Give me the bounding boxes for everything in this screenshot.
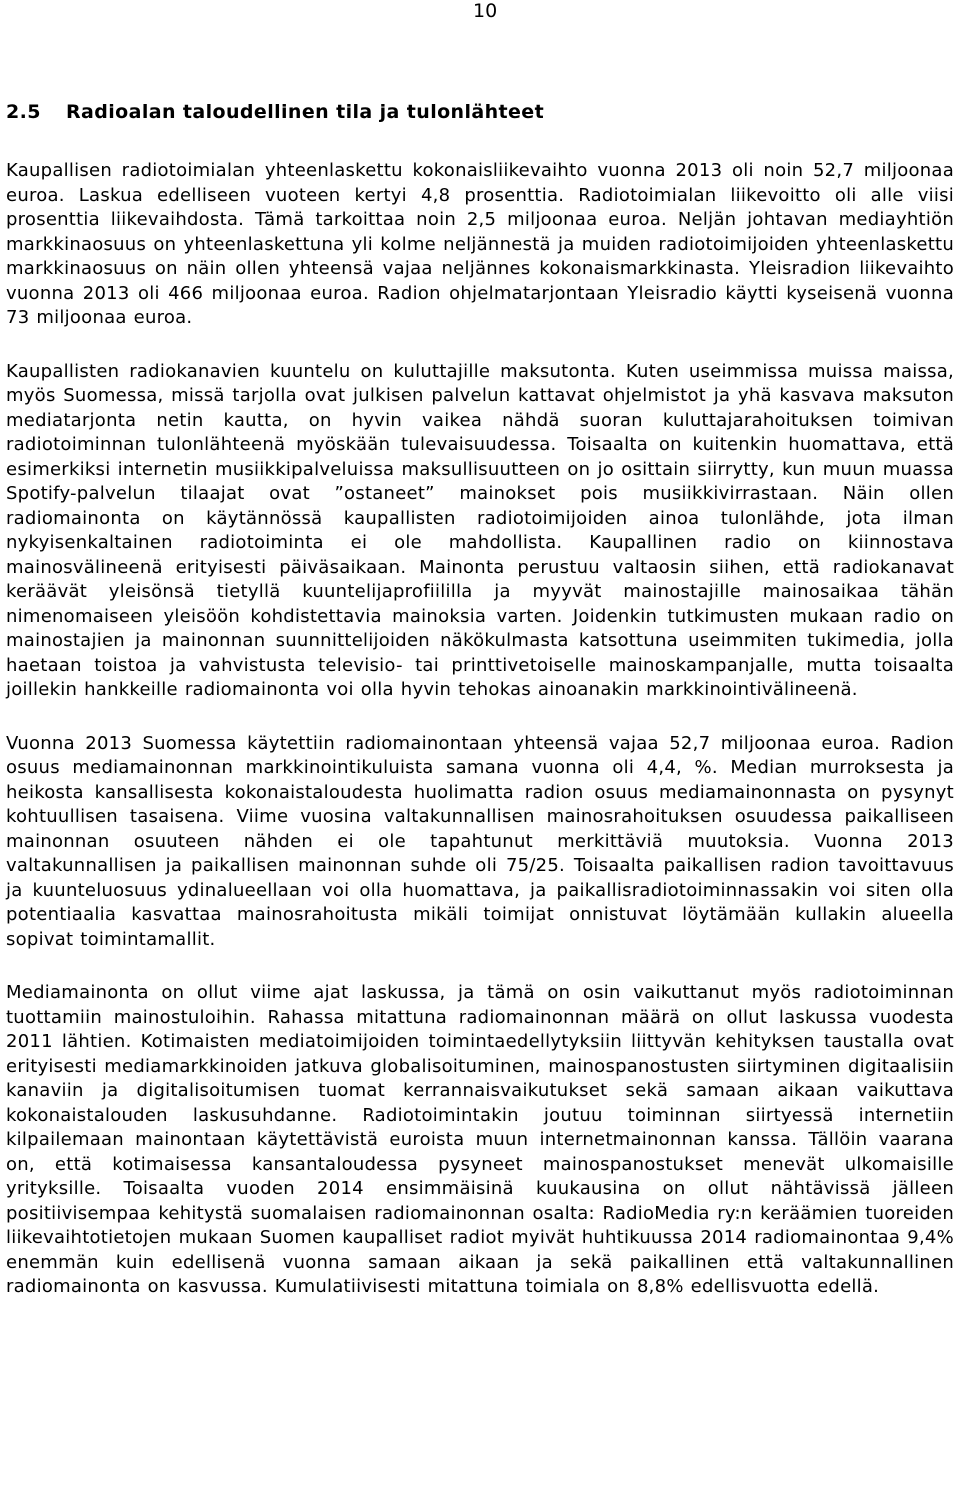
- paragraph-ad-spend-2013: Vuonna 2013 Suomessa käytettiin radiomainontaan yhteensä vajaa 52,7 miljoonaa euroa. Radion osuus mediamainonnan markkinointikuluista samana vuonna oli 4,4, %. Median murroksesta ja heikosta kansallisesta kokonaistaloudesta huolimatta radion osuus mediamainonnasta on pysynyt kohtuullisen tasaisena. Viime vuosina valtakunnallisen mainosrahoituksen osuudessa paikalliseen mainonnan osuuteen nähden ei ole tapahtunut merkittäviä muutoksia. Vuonna 2013 valtakunnallisen ja paikallisen mainonnan suhde oli 75/25. Toisaalta paikallisen radion tavoittavuus ja kuunteluosuus ydinalueellaan voi olla huomattava, ja paikallisradiotoiminnassakin voi siten olla potentiaalia kasvattaa mainosrahoitusta mikäli toimijat onnistuvat löytämään kullakin alueella sopivat toimintamallit.: [6, 732, 954, 950]
- paragraph-revenue: Kaupallisen radiotoimialan yhteenlaskettu kokonaisliikevaihto vuonna 2013 oli noin 52,7 miljoonaa euroa. Laskua edelliseen vuoteen kertyi 4,8 prosenttia. Radiotoimialan liikevoitto oli alle viisi prosenttia liikevaihdosta. Tämä tarkoittaa noin 2,5 miljoonaa euroa. Neljän johtavan mediayhtiön markkinaosuus on yhteenlaskettuna yli kolme neljännestä ja muiden radiotoimijoiden yhteenlaskettu markkinaosuus on näin ollen yhteensä vajaa neljännes kokonaismarkkinasta. Yleisradion liikevaihto vuonna 2013 oli 466 miljoonaa euroa. Radion ohjelmatarjontaan Yleisradio käytti kyseisenä vuonna 73 miljoonaa euroa.: [6, 160, 954, 328]
- page-number: 10: [473, 0, 498, 22]
- document-page: [6, 0, 954, 1491]
- section-heading: [6, 100, 954, 124]
- paragraph-advertising-model: Kaupallisten radiokanavien kuuntelu on kuluttajille maksutonta. Kuten useimmissa muissa maissa, myös Suomessa, missä tarjolla ovat julkisen palvelun kattavat ohjelmistot ja yhä kasvava maksuton mediatarjonta netin kautta, on hyvin vaikea nähdä suoran kuluttajarahoituksen toimivan radiotoiminnan tulonlähteenä myöskään tulevaisuudessa. Toisaalta on kuitenkin huomattava, että esimerkiksi internetin musiikkipalveluissa maksullisuutteen on jo osittain siirrytty, kun muun muassa Spotify-palvelun tilaajat ovat ”ostaneet” mainokset pois musiikkivirrastaan. Näin ollen radiomainonta on käytännössä kaupallisten radiotoimijoiden ainoa tulonlähde, jota ilman nykyisenkaltainen radiotoiminta ei ole mahdollista. Kaupallinen radio on kiinnostava mainosvälineenä erityisesti päiväsaikaan. Mainonta perustuu valtaosin siihen, että radiokanavat keräävät yleisönsä tietyllä kuuntelijaprofiililla ja myyvät mainostajille mainosaikaa tähän nimenomaiseen yleisöön kohdistettavia mainoksia varten. Joidenkin tutkimusten mukaan radio on mainostajien ja mainonnan suunnittelijoiden näkökulmasta katsottuna useimmiten tukimedia, jolla haetaan toistoa ja vahvistusta televisio- tai printtivetoiselle mainoskampanjalle, mutta toisaalta joillekin hankkeille radiomainonta voi olla hyvin tehokas ainoanakin markkinointivälineenä.: [6, 360, 954, 700]
- paragraph-media-advertising-trend: Mediamainonta on ollut viime ajat laskussa, ja tämä on osin vaikuttanut myös radiotoiminnan tuottamiin mainostuloihin. Rahassa mitattuna radiomainonnan määrä on ollut laskussa vuodesta 2011 lähtien. Kotimaisten mediatoimijoiden toimintaedellytyksiin liittyvän kehityksen taustalla ovat erityisesti mediamarkkinoiden jatkuva globalisoituminen, mainospanostusten siirtyminen digitaalisiin kanaviin ja digitalisoitumisen tuomat kerrannaisvaikutukset sekä samaan aikaan vaikuttava kokonaistalouden laskusuhdanne. Radiotoimintakin joutuu toiminnan siirtyessä internetiin kilpailemaan mainontaan käytettävistä euroista muun internetmainonnan kanssa. Tällöin vaarana on, että kotimaisessa kansantaloudessa pysyneet mainospanostukset menevät ulkomaisille yrityksille. Toisaalta vuoden 2014 ensimmäisinä kuukausina on ollut nähtävissä jälleen positiivisempaa kehitystä suomalaisen radiomainonnan osalta: RadioMedia ry:n keräämien tuoreiden liikevaihtotietojen mukaan Suomen kaupalliset radiot myivät huhtikuussa 2014 radiomainontaa 9,4% enemmän kuin edellisenä vuonna samaan aikaan ja sekä paikallinen että valtakunnallinen radiomainonta on kasvussa. Kumulatiivisesti mitattuna toimiala on 8,8% edellisvuotta edellä.: [6, 982, 954, 1297]
- section-number: 2.5: [6, 101, 41, 123]
- section-title: Radioalan taloudellinen tila ja tulonlähteet: [66, 101, 545, 123]
- body-text: [6, 159, 954, 1300]
